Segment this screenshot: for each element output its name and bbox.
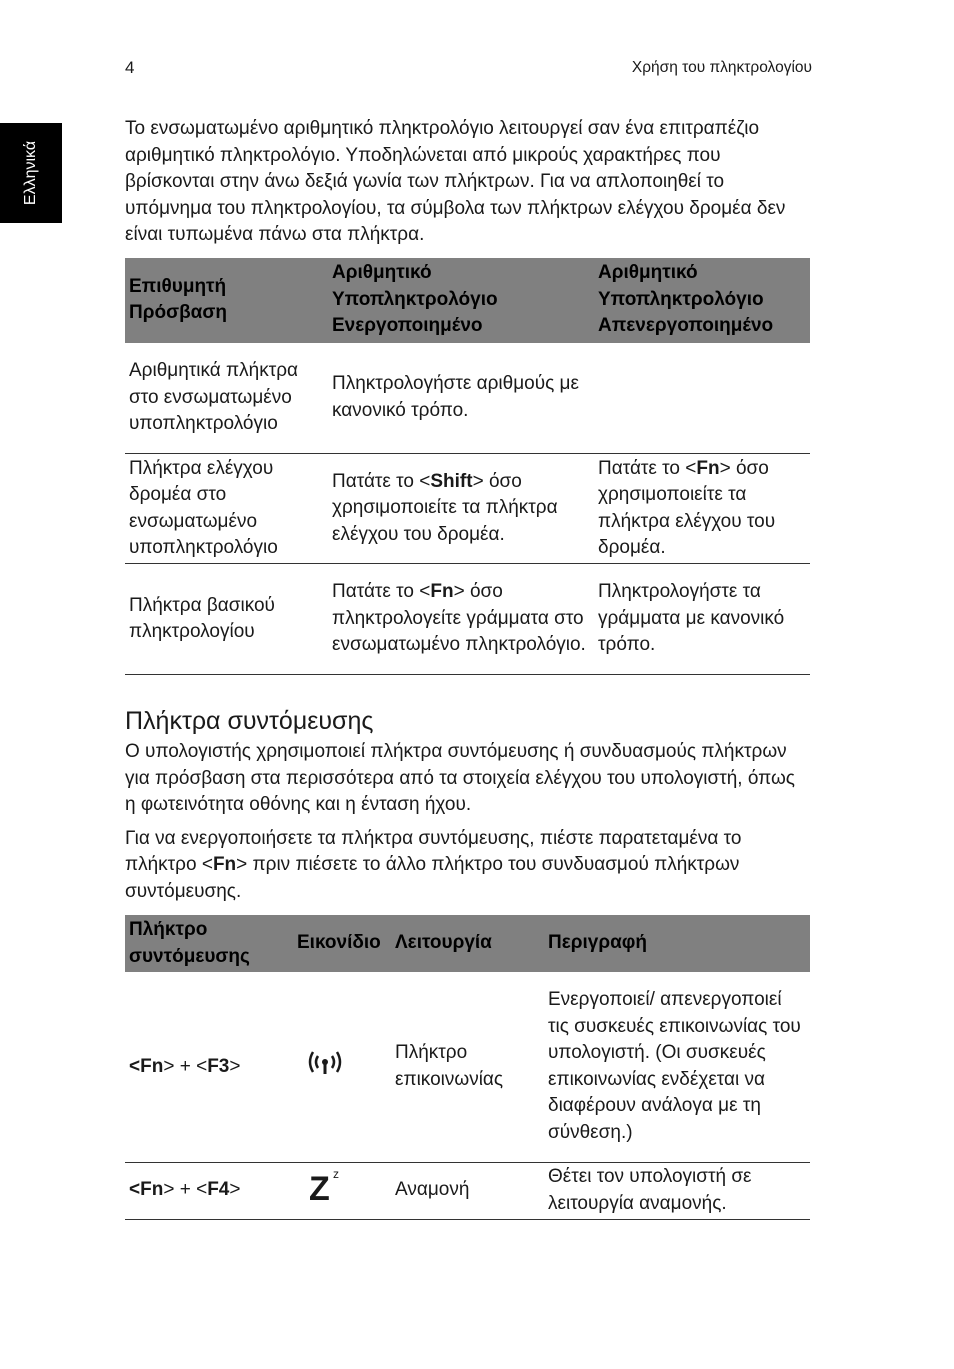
key-name: Fn	[212, 854, 237, 875]
cell-hotkey: <Fn> + <F4>	[125, 1162, 293, 1219]
key-name: Fn	[696, 457, 720, 479]
key-name: Shift	[430, 470, 473, 492]
cell-access: Πλήκτρα ελέγχου δρομέα στο ενσωματωμένο υποπληκτρολόγιο	[125, 454, 328, 564]
hotkeys-table	[125, 915, 810, 1220]
header-function: Λειτουργία	[391, 915, 544, 972]
header-desired-access: Επιθυμητή Πρόσβαση	[125, 258, 328, 343]
cell-numpad-off	[594, 343, 810, 454]
section-heading: Πλήκτρα συντόμευσης	[125, 707, 374, 735]
running-header: Χρήση του πληκτρολογίου	[631, 59, 812, 76]
header-numpad-on: Αριθμητικό Υποπληκτρολόγιο Ενεργοποιημένο	[328, 258, 594, 343]
sleep-icon: Z z	[309, 1167, 339, 1209]
cell-numpad-off: Πατάτε το <Fn> όσο χρησιμοποιείτε τα πλήκτρα ελέγχου του δρομέα.	[594, 454, 810, 564]
cell-numpad-off: Πληκτρολογήστε τα γράμματα με κανονικό τρόπο.	[594, 564, 810, 675]
header-numpad-off: Αριθμητικό Υποπληκτρολόγιο Απενεργοποιημένο	[594, 258, 810, 343]
table-row	[125, 343, 810, 454]
language-side-tab	[0, 123, 62, 223]
header-icon: Εικονίδιο	[293, 915, 391, 972]
hotkeys-paragraph-1: Ο υπολογιστής χρησιμοποιεί πλήκτρα συντόμευσης ή συνδυασμούς πλήκτρων για πρόσβαση στα περισσότερα από τα στοιχεία ελέγχου του υπολογιστή, όπως η φωτεινότητα οθόνης και η ένταση ήχου.	[125, 741, 795, 815]
header-description: Περιγραφή	[544, 915, 810, 972]
header-hotkey: Πλήκτρο συντόμευσης	[125, 915, 293, 972]
key-name: Fn	[430, 581, 454, 603]
table-header-row	[125, 258, 810, 343]
page-number: 4	[125, 58, 135, 77]
side-tab-label: Ελληνικά	[22, 140, 39, 206]
numeric-keypad-table	[125, 258, 810, 676]
cell-description: Θέτει τον υπολογιστή σε λειτουργία αναμονής.	[544, 1162, 810, 1219]
table-row	[125, 564, 810, 675]
cell-function: Πλήκτρο επικοινωνίας	[391, 972, 544, 1162]
table-row	[125, 1162, 810, 1219]
cell-description: Ενεργοποιεί/ απενεργοποιεί τις συσκευές επικοινωνίας του υπολογιστή. (Οι συσκευές επικοινωνίας ενδέχεται να διαφέρουν ανάλογα με τη σύνθεση.)	[544, 972, 810, 1162]
cell-numpad-on: Πατάτε το <Fn> όσο πληκτρολογείτε γράμματα στο ενσωματωμένο πληκτρολόγιο.	[328, 564, 594, 675]
page-content	[125, 116, 810, 1220]
intro-paragraph: Το ενσωματωμένο αριθμητικό πληκτρολόγιο λειτουργεί σαν ένα επιτραπέζιο αριθμητικό πληκτρολόγιο. Υποδηλώνεται από μικρούς χαρακτήρες που βρίσκονται στην άνω δεξιά γωνία των πλήκτρων. Για να απλοποιηθεί το υπόμνημα του πληκτρολογίου, τα σύμβολα των πλήκτρων ελέγχου δρομέα δεν είναι τυπωμένα πάνω στα πλήκτρα.	[125, 118, 786, 245]
table-header-row	[125, 915, 810, 972]
cell-access: Πλήκτρα βασικού πληκτρολογίου	[125, 564, 328, 675]
cell-icon	[293, 1162, 391, 1219]
table-row	[125, 972, 810, 1162]
cell-hotkey: <Fn> + <F3>	[125, 972, 293, 1162]
cell-numpad-on: Πληκτρολογήστε αριθμούς με κανονικό τρόπο.	[328, 343, 594, 454]
wireless-icon	[297, 1048, 345, 1087]
cell-function: Αναμονή	[391, 1162, 544, 1219]
cell-access: Αριθμητικά πλήκτρα στο ενσωματωμένο υποπληκτρολόγιο	[125, 343, 328, 454]
cell-numpad-on: Πατάτε το <Shift> όσο χρησιμοποιείτε τα πλήκτρα ελέγχου του δρομέα.	[328, 454, 594, 564]
cell-icon	[293, 972, 391, 1162]
table-row	[125, 454, 810, 564]
hotkeys-paragraph-2: Για να ενεργοποιήσετε τα πλήκτρα συντόμευσης, πιέστε παρατεταμένα το πλήκτρο <Fn> πριν πιέσετε το άλλο πλήκτρο του συνδυασμού πλήκτρων συντόμευσης.	[125, 827, 742, 902]
